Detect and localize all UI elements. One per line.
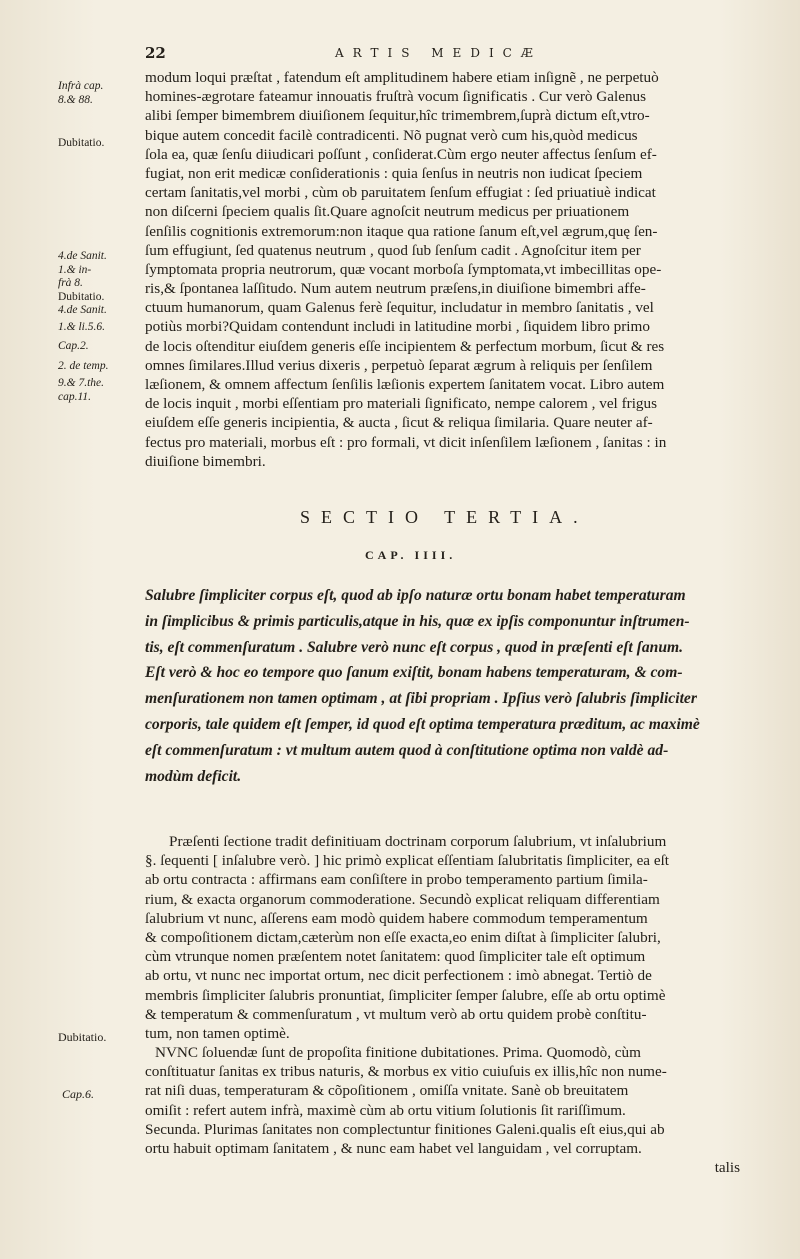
text-line: non diſcerni ſpeciem qualis ſit.Quare agnoſcit neutrum medicus per priuationem xyxy=(145,203,630,221)
margin-note-line: 8.& 88. xyxy=(58,93,93,106)
commentary-line: & temperatum & commenſuratum , vt multum verò ab ortu quidem probè conſtitu- xyxy=(145,1005,647,1023)
page-header xyxy=(145,44,765,66)
text-line: læſionem, & omnem affectum ſenſilis læſionis expertem ſanitatem vocat. Libro autem xyxy=(145,376,665,393)
text-line: certam ſanitatis,vel morbi , cùm ob paruitatem ſenſum effugiat : ſed priuatiuè indicat xyxy=(145,184,656,202)
margin-note-line: Infrà cap. xyxy=(58,80,104,92)
definition-line: corporis, tale quidem eſt ſemper, id quod eſt optima temperatura præditum, ac maximè xyxy=(145,715,700,733)
text-line: eiuſdem eſſe generis incipientia, & aucta , ſicut & reliqua ſimilaria. Quare neuter af- xyxy=(145,414,653,432)
commentary-line: membris ſimpliciter ſalubris pronuntiat, ſimpliciter ſemper ſalubre, eſſe ab ortu optimè xyxy=(145,986,666,1004)
commentary-line: ortu habuit optimam ſanitatem , & nunc eam habet vel languidam , vel corruptam. xyxy=(145,1140,642,1157)
catchword: talis xyxy=(714,1159,740,1177)
commentary-text xyxy=(145,832,770,1177)
commentary-line: Secunda. Plurimas ſanitates non complectuntur finitiones Galeni.qualis eſt eius,qui ab xyxy=(145,1120,665,1138)
margin-note-line: 4.de Sanit. xyxy=(58,250,107,262)
margin-note-line: Cap.6. xyxy=(62,1087,95,1101)
margin-note-line: 2. de temp. xyxy=(58,359,109,372)
margin-note-dubitatio-2 xyxy=(58,1030,106,1045)
definition-text xyxy=(145,583,770,789)
text-line: homines-ægrotare fateamur innouatis fruſtrà vocum ſignificatis . Cur verò Galenus xyxy=(145,88,647,106)
text-line: potiùs morbi?Quidam contendunt includi in latitudine morbi , ſiquidem libro primo xyxy=(145,318,650,336)
chapter-title: CAP. IIII. xyxy=(365,548,457,562)
margin-note-line: cap.11. xyxy=(58,390,92,403)
text-line: ſola ea, quæ ſenſu diiudicari poſſunt , conſiderat.Cùm ergo neuter affectus ſenſum ef- xyxy=(145,145,657,163)
running-title: ARTIS MEDICÆ xyxy=(335,46,542,60)
commentary-line: ſalubrium vt nunc, aſſerens eam modò quidem habere commodum temperamentum xyxy=(145,909,648,927)
text-line: alibi ſemper bimembrem diuiſionem ſequitur,hîc trimembrem,ſuprà dictum eſt,vtro- xyxy=(145,107,650,125)
commentary-line: §. ſequenti [ inſalubre verò. ] hic primò explicat eſſentiam ſalubritatis ſimpliciter, ea eſt xyxy=(145,852,670,870)
text-line: ſenſilis cognitionis extremorum:non itaque qua ratione ſanum eſt,vel ægrum,quę ſen- xyxy=(145,222,658,240)
margin-note-line: Dubitatio. xyxy=(58,1030,107,1044)
margin-note-dubitatio-1 xyxy=(58,137,142,151)
text-line: fugiat, non erit medicæ conſiderationis : quia ſenſus in neutris non iudicat ſpeciem xyxy=(145,164,643,182)
text-line: ſymptomata propria neutrorum, quæ vocant morboſa ſymptomata,vt imbecillitas ope- xyxy=(145,260,662,278)
page-number: 22 xyxy=(145,44,166,62)
text-line: diuiſione bimembri. xyxy=(145,452,266,470)
definition-line: modùm deficit. xyxy=(145,767,242,785)
commentary-line: & compoſitionem dictam,cæterùm non eſſe exacta,eo enim diſtat à ſimpliciter ſalubri, xyxy=(145,928,661,946)
commentary-line: tum, non tamen optimè. xyxy=(145,1024,290,1042)
commentary-line: omiſit : refert autem infrà, maximè cùm ab ortu vitium ſolutionis ſit rariſſimum. xyxy=(145,1101,626,1119)
section-title: SECTIO TERTIA. xyxy=(300,507,589,527)
text-line: omnes ſimilares.Illud verius dixeris , perpetuò ſeparat ægrum à reliquis per ſenſilem xyxy=(145,356,653,374)
text-line: fectus pro materiali, morbus eſt : pro formali, vt dicit inſenſilem læſionem , ſanitas : in xyxy=(145,433,667,451)
commentary-line: conſtituatur ſanitas ex tribus naturis, & morbus ex vitio cuiuſuis ex illis,hîc non nume- xyxy=(145,1063,667,1081)
margin-note-line: 9.& 7.the. xyxy=(58,377,104,389)
commentary-line: NVNC ſoluendæ ſunt de propoſita finitione dubitationes. Prima. Quomodò, cùm xyxy=(155,1044,641,1062)
commentary-line: ab ortu contracta : affirmans eam conſiſtere in probo temperamento partium ſimila- xyxy=(145,871,648,889)
text-line: de locis inquit , morbi eſſentiam pro materiali ſignificato, nempe calorem , vel frigus xyxy=(145,395,658,413)
commentary-line: rat niſi duas, temperaturam & cõpoſitionem , omiſſa vnitate. Sanè ob breuitatem xyxy=(145,1082,629,1100)
text-line: modum loqui præſtat , fatendum eſt amplitudinem habere etiam inſignẽ , ne perpetuò xyxy=(145,69,659,86)
definition-line: Eſt verò & hoc eo tempore quo ſanum exiſtit, bonam habens temperaturam, & com- xyxy=(145,664,683,682)
main-text xyxy=(145,68,770,471)
definition-line: in ſimplicibus & primis particulis,atque in his, quæ ex ipſis componuntur inſtrumen- xyxy=(145,612,690,630)
text-line: ſum effugiunt, ſed quatenus neutrum , quod ſub ſenſum cadit . Agnoſcitur item per xyxy=(145,241,641,259)
margin-note-line: Cap.2. xyxy=(58,340,89,352)
margin-note-line: Dubitatio. xyxy=(58,290,105,303)
commentary-line: rium, & exacta organorum commoderatione. Secundò explicat reliquam differentiam xyxy=(145,890,660,908)
margin-note-line: 4.de Sanit. xyxy=(58,304,107,316)
text-line: de locis oſtenditur eiuſdem generis eſſe incipientem & perfectum morbum, ſicut & res xyxy=(145,337,665,355)
text-line: ctuum humanorum, quam Galenus ferè ſequitur, includatur in membro ſanitatis , vel xyxy=(145,299,654,317)
margin-note-infra xyxy=(58,80,142,107)
text-line: bique autem concedit facilè contradicenti. Nõ pugnat verò cum his,quòd medicus xyxy=(145,126,638,144)
definition-line: menſurationem non tamen optimam , at ſibi propriam . Ipſius verò ſalubris ſimpliciter xyxy=(145,690,697,708)
definition-line: eſt commenſuratum : vt multum autem quod à conſtitutione optima non valdè ad- xyxy=(145,741,669,759)
definition-line: Salubre ſimpliciter corpus eſt, quod ab ipſo naturæ ortu bonam habet temperaturam xyxy=(145,587,686,604)
margin-note-line: frà 8. xyxy=(58,277,83,289)
margin-note-line: Dubitatio. xyxy=(58,137,105,149)
commentary-line: Præſenti ſectione tradit definitiuam doctrinam corporum ſalubrium, vt inſalubrium xyxy=(169,833,667,850)
commentary-line: cùm vtrunque nomen præſentem notet ſanitatem: quod ſimpliciter tale eſt optimum xyxy=(145,948,646,966)
text-line: ris,& ſpontanea laſſitudo. Num autem neutrum præſens,in diuiſione bimembri affe- xyxy=(145,280,646,298)
definition-line: tis, eſt commenſuratum . Salubre verò nunc eſt corpus , quod in præſenti eſt ſanum. xyxy=(145,638,684,656)
commentary-line: ab ortu, vt nunc nec importat ortum, nec dicit perfectionem : imò abnegat. Tertiò de xyxy=(145,967,652,985)
margin-note-line: 1.& in- xyxy=(58,263,92,276)
margin-note-cap6 xyxy=(62,1087,94,1102)
margin-note-line: 1.& li.5.6. xyxy=(58,320,105,333)
margin-notes-references xyxy=(58,250,142,404)
